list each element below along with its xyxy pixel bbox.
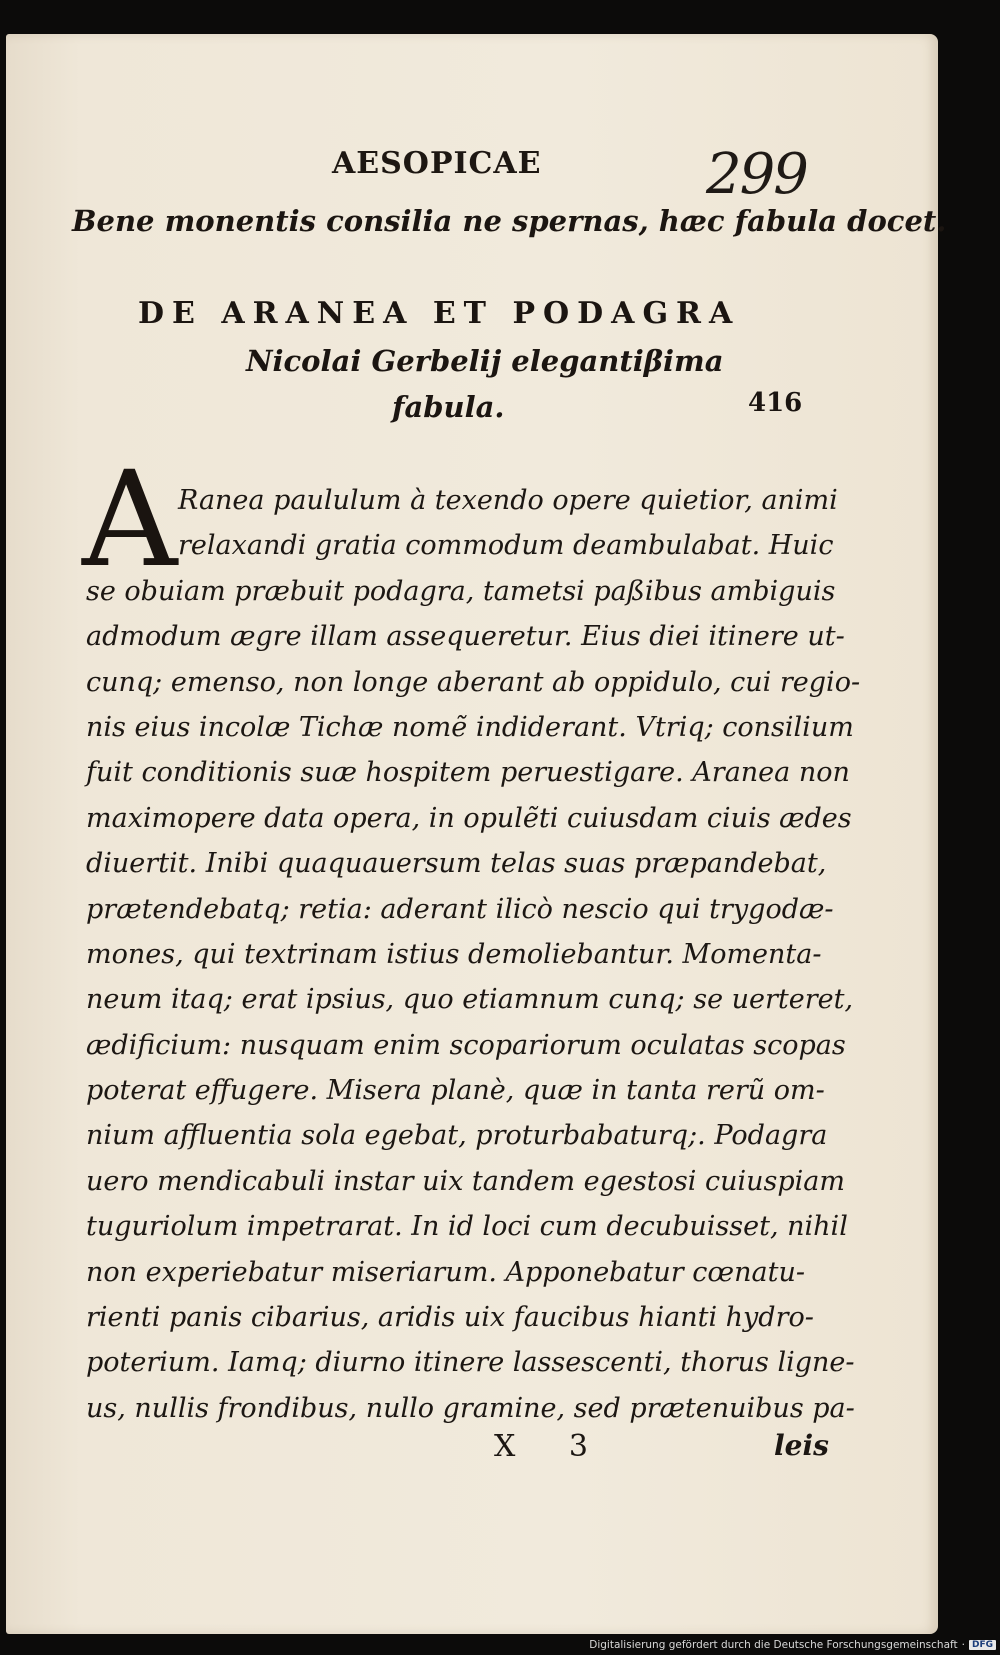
- fable-title-end: fabula.: [392, 390, 505, 424]
- digitization-credit: Digitalisierung gefördert durch die Deutsche Forschungsgemeinschaft · DFG: [589, 1639, 996, 1651]
- text-line: se obuiam præbuit podagra, tametsi paßibus ambiguis: [86, 575, 836, 607]
- fable-title: DE ARANEA ET PODAGRA: [138, 296, 741, 331]
- text-line: poterat effugere. Misera planè, quæ in tanta rerũ om-: [86, 1075, 825, 1107]
- dfg-logo: DFG: [969, 1640, 996, 1650]
- text-line: ædificium: nusquam enim scopariorum oculatas scopas: [86, 1029, 846, 1061]
- text-line: fuit conditionis suæ hospitem peruestigare. Aranea non: [86, 757, 850, 789]
- fable-moral: Bene monentis consilia ne spernas, hæc fabula docet.: [72, 204, 947, 238]
- running-head: AESOPICAE: [332, 146, 542, 181]
- fable-number: 416: [748, 388, 803, 418]
- text-line: rienti panis cibarius, aridis uix faucibus hianti hydro-: [86, 1302, 814, 1334]
- text-line: poterium. Iamq; diurno itinere lassescenti, thorus ligne-: [86, 1347, 855, 1379]
- book-page: [6, 34, 947, 1634]
- text-line: uero mendicabuli instar uix tandem egestosi cuiuspiam: [86, 1165, 845, 1197]
- text-line: neum itaq; erat ipsius, quo etiamnum cunq; se uerteret,: [86, 984, 854, 1016]
- text-line: nis eius incolæ Tichæ nomẽ indiderant. Vtriq; consilium: [86, 711, 854, 743]
- folio-number: 299: [706, 142, 807, 207]
- text-line: cunq; emenso, non longe aberant ab oppidulo, cui regio-: [86, 666, 861, 698]
- fable-title-author: Nicolai Gerbelij elegantiβima: [246, 344, 724, 378]
- signature-mark: X 3: [494, 1429, 610, 1464]
- text-line: prætendebatq; retia: aderant ilicò nescio qui trygodæ-: [86, 893, 834, 925]
- text-line: mones, qui textrinam istius demoliebantur. Momenta-: [86, 938, 822, 970]
- text-line: nium affluentia sola egebat, proturbabaturq;. Podagra: [86, 1120, 828, 1152]
- text-line: relaxandi gratia commodum deambulabat. Huic: [178, 530, 834, 562]
- text-line: non experiebatur miseriarum. Apponebatur cœnatu-: [86, 1256, 805, 1288]
- text-line: tuguriolum impetrarat. In id loci cum decubuisset, nihil: [86, 1211, 848, 1243]
- text-line: maximopere data opera, in opulẽti cuiusdam ciuis ædes: [86, 802, 852, 834]
- text-line: diuertit. Inibi quaquauersum telas suas præpandebat,: [86, 848, 827, 880]
- drop-cap: A: [82, 443, 178, 597]
- text-line: Ranea paululum à texendo opere quietior, animi: [178, 485, 838, 516]
- fable-body: [86, 478, 861, 1431]
- catchword: leis: [774, 1429, 829, 1462]
- credit-text: Digitalisierung gefördert durch die Deutsche Forschungsgemeinschaft: [589, 1639, 958, 1651]
- text-line: us, nullis frondibus, nullo gramine, sed prætenuibus pa-: [86, 1392, 855, 1424]
- text-line: admodum ægre illam assequeretur. Eius diei itinere ut-: [86, 621, 845, 653]
